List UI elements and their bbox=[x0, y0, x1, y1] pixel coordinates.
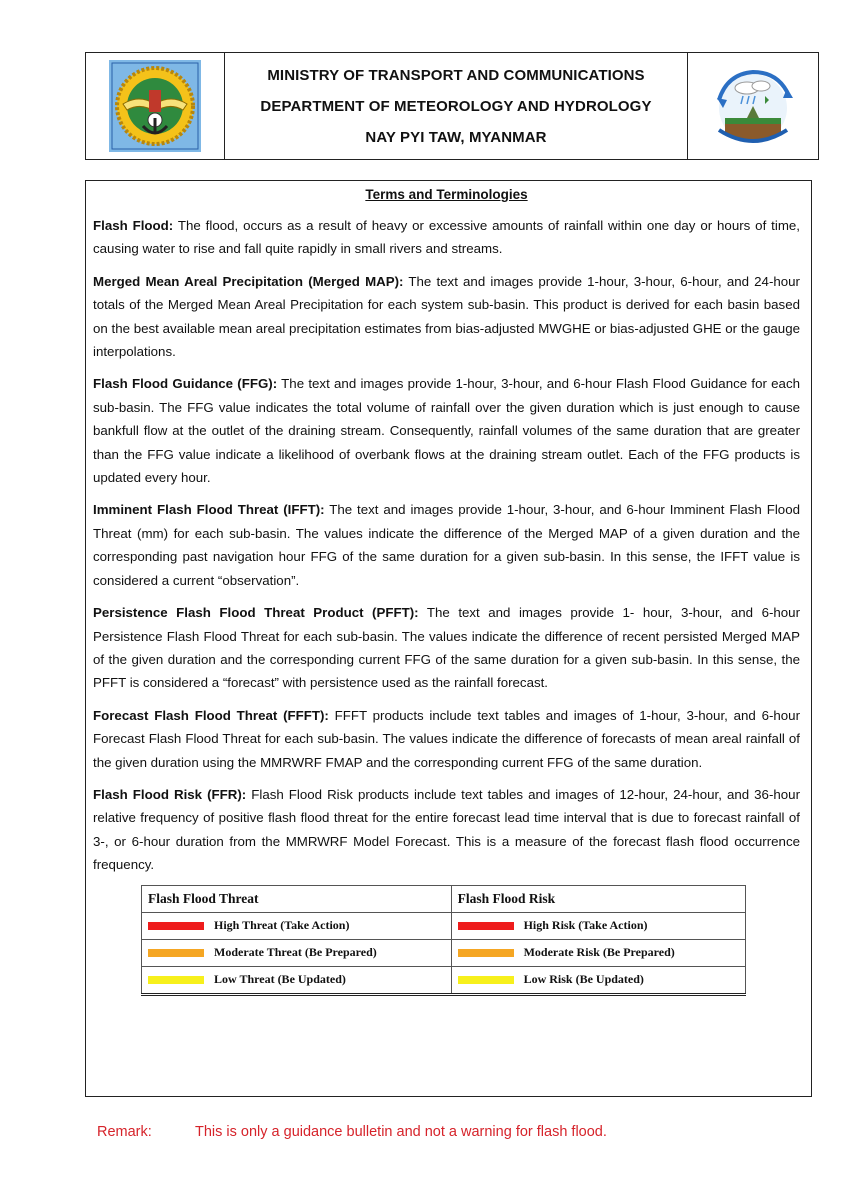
letterhead bbox=[85, 52, 819, 160]
term-definition: The flood, occurs as a result of heavy or excessive amounts of rainfall within one day or hours of time, causing water to rise and fall quite rapidly in small rivers and streams. bbox=[93, 218, 800, 257]
threat-risk-legend-table bbox=[141, 885, 746, 996]
legend-row bbox=[142, 966, 746, 994]
term-paragraph bbox=[93, 704, 800, 774]
remark-text: This is only a guidance bulletin and not a warning for flash flood. bbox=[195, 1124, 607, 1140]
term-definition: The text and images provide 1-hour, 3-hour, and 6-hour Imminent Flash Flood Threat (mm) for each sub-basin. The values indicate the difference of the Merged MAP of a given duration and the corresponding past navigation hour FFG of the same duration for a given sub-basin. In this sense, the IFFT value is considered a current “observation”. bbox=[93, 502, 800, 588]
legend-header-row bbox=[142, 885, 746, 912]
color-swatch bbox=[458, 976, 514, 984]
hydrology-cycle-icon bbox=[707, 60, 799, 152]
color-swatch bbox=[458, 922, 514, 930]
color-swatch bbox=[458, 949, 514, 957]
dmh-logo-cell bbox=[687, 53, 818, 159]
term-paragraph bbox=[93, 270, 800, 364]
ministry-name: MINISTRY OF TRANSPORT AND COMMUNICATIONS bbox=[267, 66, 645, 84]
term-paragraph bbox=[93, 214, 800, 261]
legend-row bbox=[142, 912, 746, 939]
risk-label: Low Risk (Be Updated) bbox=[523, 972, 644, 987]
term-name: Imminent Flash Flood Threat (IFFT): bbox=[93, 502, 325, 518]
location-name: NAY PYI TAW, MYANMAR bbox=[365, 128, 547, 146]
letterhead-title bbox=[225, 53, 687, 159]
term-name: Flash Flood: bbox=[93, 218, 174, 233]
section-title: Terms and Terminologies bbox=[365, 187, 528, 202]
department-name: DEPARTMENT OF METEOROLOGY AND HYDROLOGY bbox=[260, 97, 652, 115]
remark-label: Remark: bbox=[97, 1124, 152, 1140]
term-paragraph bbox=[93, 498, 800, 592]
term-paragraph bbox=[93, 372, 800, 489]
term-definition: The text and images provide 1-hour, 3-hour, 6-hour, and 24-hour totals of the Merged Mean Areal Precipitation for each system sub-basin. This product is derived for each basin based on the best available mean areal precipitation estimates from bias-adjusted MWGHE or bias-adjusted GHE or the gauge interpolations. bbox=[93, 273, 800, 360]
remark-note bbox=[97, 1124, 607, 1140]
threat-column-header: Flash Flood Threat bbox=[142, 885, 452, 912]
color-swatch bbox=[148, 976, 204, 984]
term-paragraph bbox=[93, 601, 800, 695]
threat-label: Low Threat (Be Updated) bbox=[214, 972, 346, 987]
term-definition: The text and images provide 1- hour, 3-hour, and 6-hour Persistence Flash Flood Threat for each sub-basin. The values indicate the difference of recent persisted Merged MAP of the given duration and the corresponding current FFG of the same duration for a given sub-basin. In this sense, the PFFT is considered a “forecast” with persistence used as the rainfall forecast. bbox=[93, 605, 801, 691]
term-name: Merged Mean Areal Precipitation (Merged MAP): bbox=[93, 273, 404, 289]
risk-cell bbox=[451, 912, 745, 939]
risk-column-header: Flash Flood Risk bbox=[451, 885, 745, 912]
ministry-logo-cell bbox=[86, 53, 225, 159]
term-paragraph bbox=[93, 783, 800, 877]
threat-cell bbox=[142, 939, 452, 966]
term-name: Flash Flood Guidance (FFG): bbox=[93, 376, 278, 392]
risk-cell bbox=[451, 939, 745, 966]
term-definition: Flash Flood Risk products include text tables and images of 12-hour, 24-hour, and 36-hour relative frequency of positive flash flood threat for the entire forecast lead time interval that is due to forecast rainfall of 3-, or 6-hour duration from the MMRWRF Model Forecast. This is a measure of the forecast flash flood occurrence frequency. bbox=[93, 786, 800, 873]
color-swatch bbox=[148, 949, 204, 957]
legend-row bbox=[142, 939, 746, 966]
term-definition: FFFT products include text tables and images of 1-hour, 3-hour, and 6-hour Forecast Flash Flood Threat for each sub-basin. The values indicate the difference of forecasts of mean areal rainfall of the given duration using the MMRWRF FMAP and the corresponding current FFG of the same duration. bbox=[93, 707, 801, 770]
term-definition: The text and images provide 1-hour, 3-hour, and 6-hour Flash Flood Guidance for each sub-basin. The FFG value indicates the total volume of rainfall over the given duration which is just enough to cause bankfull flow at the outlet of the draining stream. Consequently, rainfall volumes of the same duration that are greater than the FFG value indicate a likelihood of overbank flows at the draining stream outlet. Each of the FFG products is updated every hour. bbox=[93, 376, 800, 486]
terminology-panel bbox=[85, 180, 812, 1097]
term-name: Forecast Flash Flood Threat (FFFT): bbox=[93, 707, 329, 723]
risk-label: High Risk (Take Action) bbox=[523, 918, 648, 933]
risk-cell bbox=[451, 966, 745, 994]
term-name: Persistence Flash Flood Threat Product (PFFT): bbox=[93, 605, 419, 621]
color-swatch bbox=[148, 922, 204, 930]
risk-label: Moderate Risk (Be Prepared) bbox=[523, 945, 675, 960]
ministry-emblem-icon bbox=[109, 60, 201, 152]
threat-cell bbox=[142, 966, 452, 994]
threat-cell bbox=[142, 912, 452, 939]
threat-label: High Threat (Take Action) bbox=[214, 918, 350, 933]
term-name: Flash Flood Risk (FFR): bbox=[93, 786, 247, 802]
threat-label: Moderate Threat (Be Prepared) bbox=[214, 945, 377, 960]
